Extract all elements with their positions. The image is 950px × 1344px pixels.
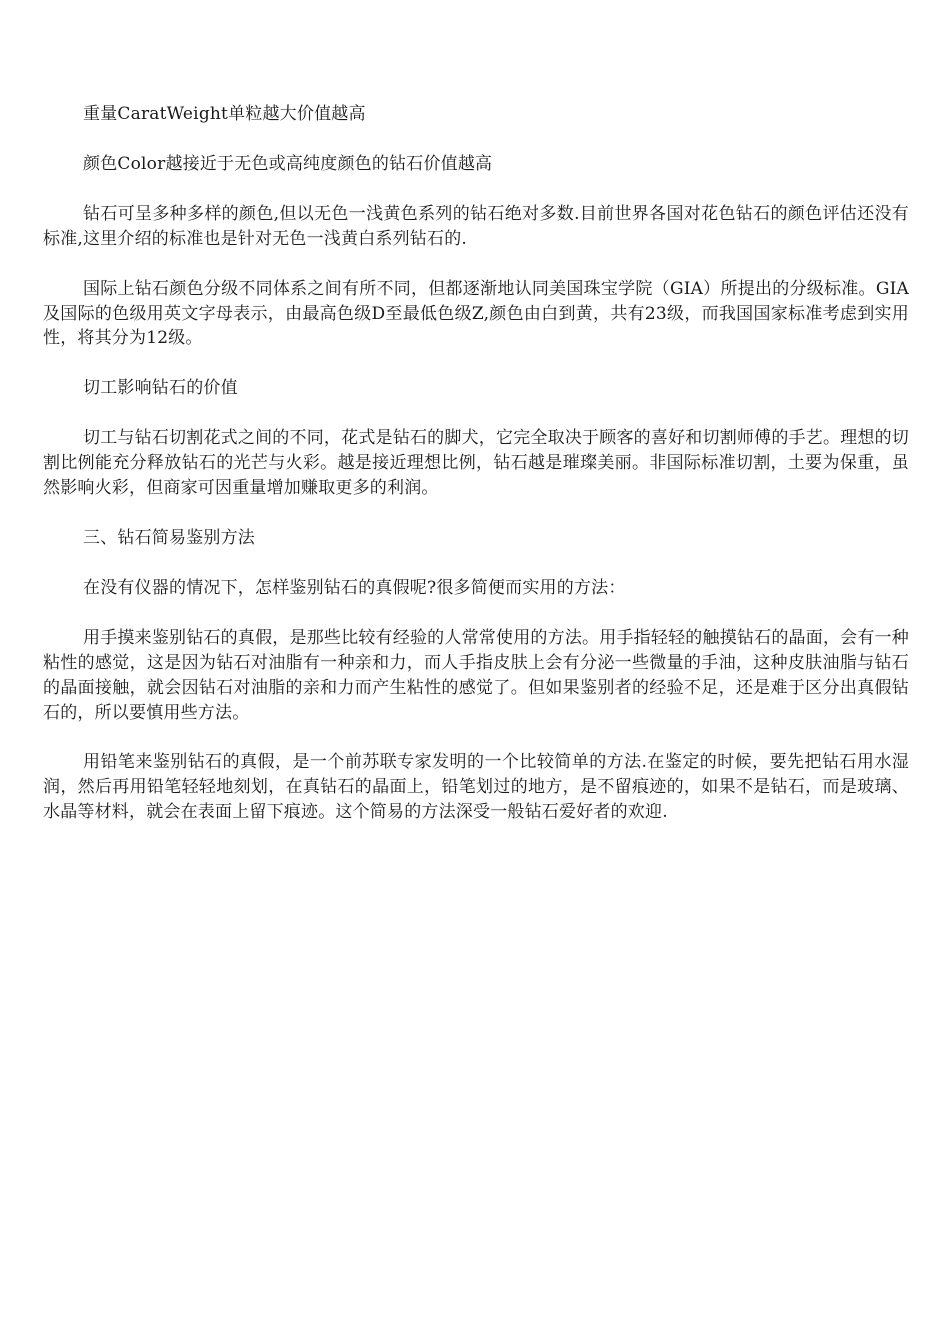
paragraph-identification-intro: 在没有仪器的情况下，怎样鉴别钻石的真假呢?很多简便而实用的方法： — [83, 577, 626, 598]
paragraph-carat-weight: 重量CaratWeight单粒越大价值越高 — [83, 104, 366, 124]
paragraph-color-range: 钻石可呈多种多样的颜色,但以无色一浅黄色系列的钻石绝对多数.目前世界各国对花色钻石的颜色评估还没有标准,这里介绍的标准也是针对无色一浅黄白系列钻石的. — [43, 203, 909, 249]
paragraph-color: 颜色Color越接近于无色或高纯度颜色的钻石价值越高 — [83, 153, 493, 174]
section-heading-identification: 三、钻石简易鉴别方法 — [83, 527, 255, 548]
paragraph-cut-heading: 切工影响钻石的价值 — [83, 378, 238, 399]
paragraph-pencil-method: 用铅笔来鉴别钻石的真假，是一个前苏联专家发明的一个比较简单的方法.在鉴定的时候，要先把钻石用水湿润，然后再用铅笔轻轻地刻划，在真钻石的晶面上，铅笔划过的地方，是不留痕迹的，如果不是钻石，而是玻璃、水晶等材料，就会在表面上留下痕迹。这个简易的方法深受一般钻石爱好者的欢迎. — [43, 752, 909, 823]
paragraph-gia-grading: 国际上钻石颜色分级不同体系之间有所不同，但都逐渐地认同美国珠宝学院（GIA）所提出的分级标准。GIA及国际的色级用英文字母表示，由最高色级D至最低色级Z,颜色由白到黄，共有23级，而我国国家标准考虑到实用性，将其分为12级。 — [43, 278, 909, 349]
document-body — [43, 102, 909, 850]
paragraph-cut-detail: 切工与钻石切割花式之间的不同，花式是钻石的脚犬，它完全取决于顾客的喜好和切割师傅的手艺。理想的切割比例能充分释放钻石的光芒与火彩。越是接近理想比例，钻石越是璀璨美丽。非国际标准切割，土要为保重，虽然影响火彩，但商家可因重量增加赚取更多的利润。 — [43, 428, 909, 499]
paragraph-touch-method: 用手摸来鉴别钻石的真假，是那些比较有经验的人常常使用的方法。用手指轻轻的触摸钻石的晶面，会有一种粘性的感觉，这是因为钻石对油脂有一种亲和力，而人手指皮肤上会有分泌一些微量的手油，这种皮肤油脂与钻石的晶面接触，就会因钻石对油脂的亲和力而产生粘性的感觉了。但如果鉴别者的经验不足，还是难于区分出真假钻石的，所以要慎用些方法。 — [43, 627, 909, 723]
